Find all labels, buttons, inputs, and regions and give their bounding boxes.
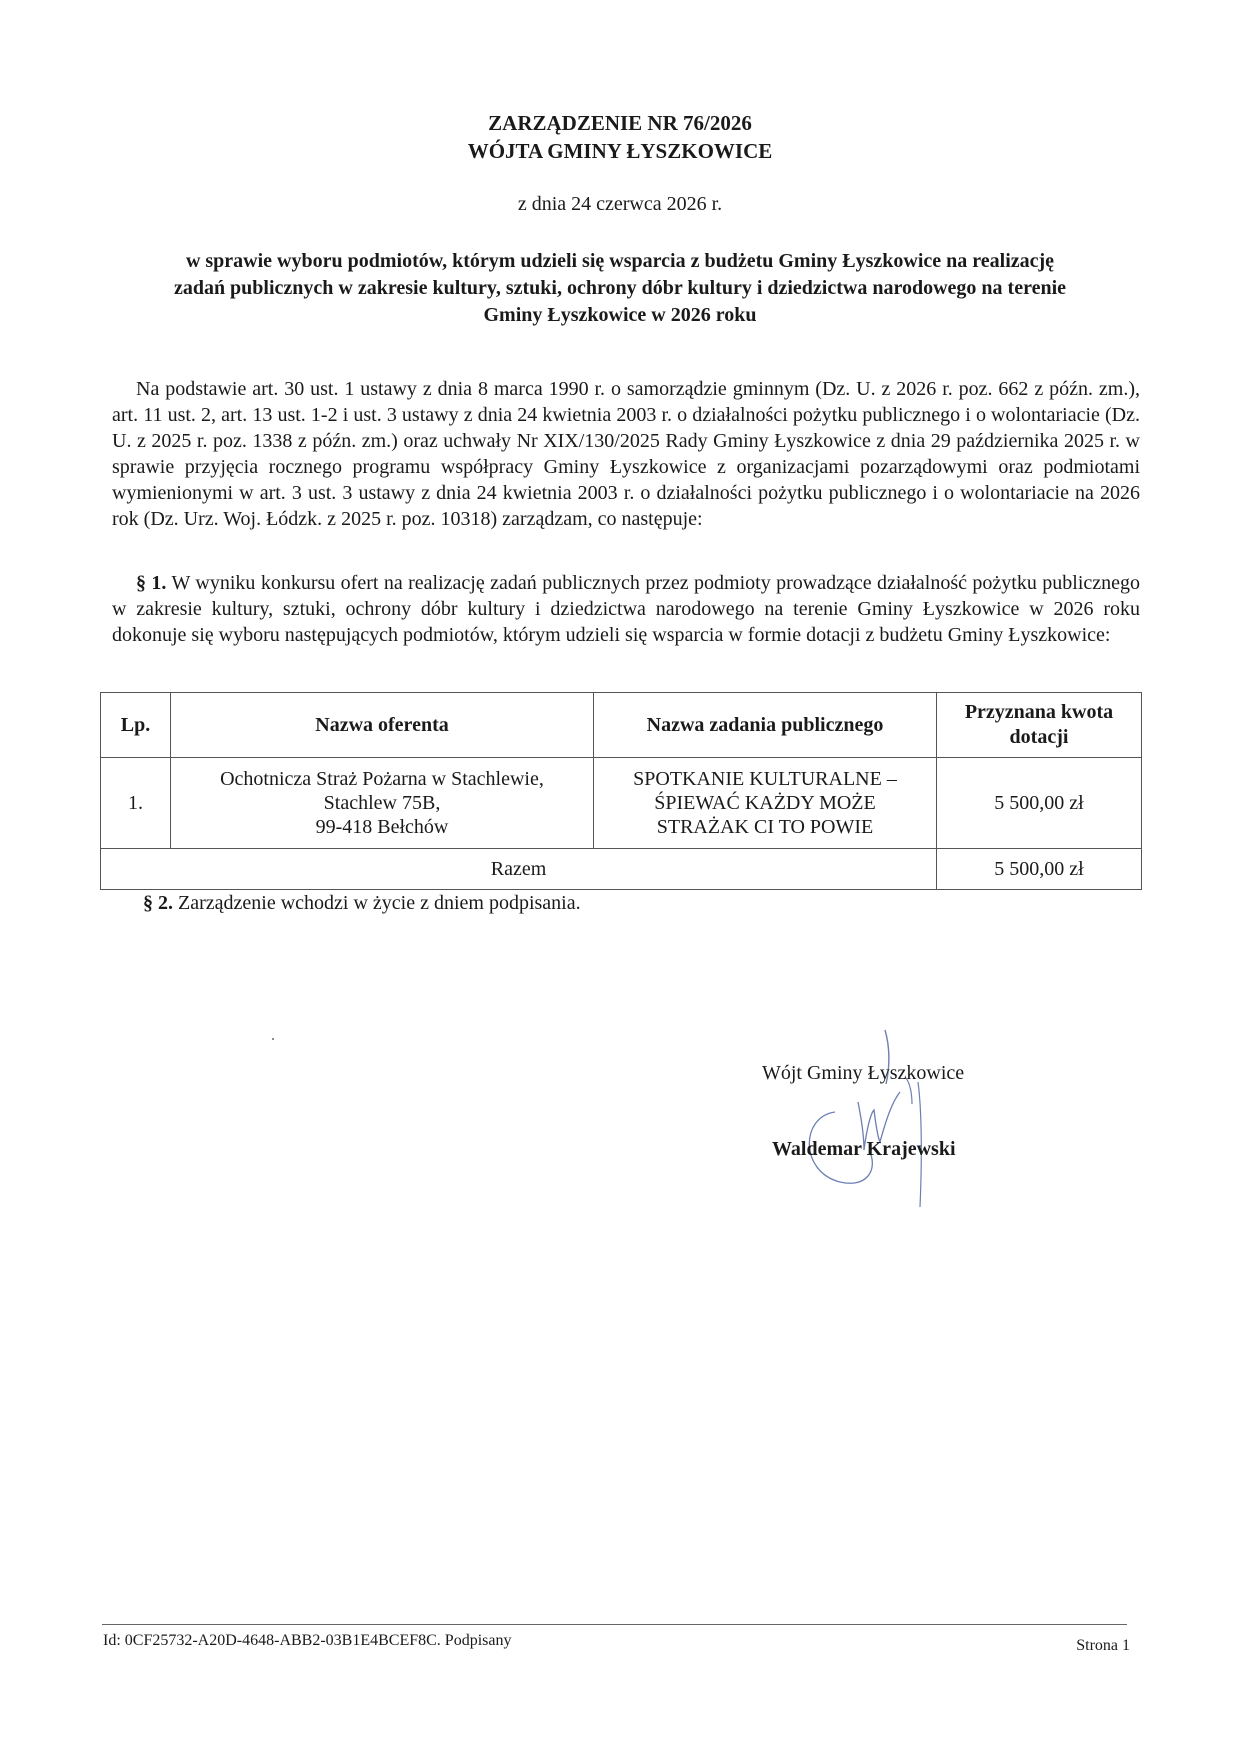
applicant-name-line-2: Stachlew 75B, bbox=[323, 792, 441, 814]
table-header-row bbox=[101, 693, 1142, 758]
section-2-text: Zarządzenie wchodzi w życie z dniem podpisania. bbox=[178, 892, 581, 914]
title-line-1: ZARZĄDZENIE NR 76/2026 bbox=[488, 111, 752, 135]
section-1-text: W wyniku konkursu ofert na realizację zadań publicznych przez podmioty prowadzące działalność pożytku publicznego w zakresie kultury, sztuki, ochrony dóbr kultury i dziedzictwa narodowego na terenie Gminy Łyszkowice w 2026 roku dokonuje się wyboru następujących podmiotów, którym udzieli się wsparcia w formie dotacji z budżetu Gminy Łyszkowice: bbox=[112, 572, 1141, 646]
document-subject bbox=[110, 248, 1130, 329]
header-grant-amount: Przyznana kwota dotacji bbox=[937, 693, 1142, 758]
total-amount: 5 500,00 zł bbox=[937, 849, 1142, 890]
subject-line-3: Gminy Łyszkowice w 2026 roku bbox=[483, 304, 757, 326]
table-row bbox=[101, 758, 1142, 849]
grants-table bbox=[100, 692, 1142, 890]
signatory-role: Wójt Gminy Łyszkowice bbox=[762, 1062, 965, 1084]
document-date: z dnia 24 czerwca 2026 r. bbox=[517, 193, 723, 215]
page-number: Strona 1 bbox=[1076, 1637, 1130, 1654]
signatory-name: Waldemar Krajewski bbox=[772, 1138, 956, 1160]
section-2-paragraph bbox=[143, 892, 581, 915]
header-lp: Lp. bbox=[101, 693, 171, 758]
document-id: Id: 0CF25732-A20D-4648-ABB2-03B1E4BCEF8C. Podpisany bbox=[103, 1632, 512, 1649]
applicant-name-line-3: 99-418 Bełchów bbox=[315, 816, 449, 838]
cell-lp: 1. bbox=[101, 758, 171, 849]
applicant-name-line-1: Ochotnicza Straż Pożarna w Stachlewie, bbox=[220, 768, 544, 790]
cell-task-name bbox=[594, 758, 937, 849]
header-task-name: Nazwa zadania publicznego bbox=[594, 693, 937, 758]
table-total-row bbox=[101, 849, 1142, 890]
stray-dot bbox=[272, 1038, 274, 1040]
title-line-2: WÓJTA GMINY ŁYSZKOWICE bbox=[467, 139, 773, 163]
document-title bbox=[0, 109, 1240, 165]
task-name-text: SPOTKANIE KULTURALNE – ŚPIEWAĆ KAŻDY MOŻE STRAŻAK CI TO POWIE bbox=[633, 768, 897, 838]
legal-basis-paragraph: Na podstawie art. 30 ust. 1 ustawy z dnia 8 marca 1990 r. o samorządzie gminnym (Dz. U. z 2026 r. poz. 662 z późn. zm.), art. 11 ust. 2, art. 13 ust. 1-2 i ust. 3 ustawy z dnia 24 kwietnia 2003 r. o działalności pożytku publicznego i o wolontariacie (Dz. U. z 2025 r. poz. 1338 z późn. zm.) oraz uchwały Nr XIX/130/2025 Rady Gminy Łyszkowice z dnia 29 października 2025 r. w sprawie przyjęcia rocznego programu współpracy Gminy Łyszkowice z organizacjami pozarządowymi oraz podmiotami wymienionymi w art. 3 ust. 3 ustawy z dnia 24 kwietnia 2003 r. o działalności pożytku publicznego i o wolontariacie na 2026 rok (Dz. Urz. Woj. Łódzk. z 2025 r. poz. 10318) zarządzam, co następuje: bbox=[112, 378, 1140, 530]
subject-line-1: w sprawie wyboru podmiotów, którym udzieli się wsparcia z budżetu Gminy Łyszkowice na realizację bbox=[185, 250, 1055, 272]
section-2-label: § 2. bbox=[143, 892, 173, 914]
section-1-label: § 1. bbox=[136, 572, 167, 594]
total-label: Razem bbox=[101, 849, 937, 890]
handwritten-signature bbox=[740, 1022, 1040, 1212]
subject-line-2: zadań publicznych w zakresie kultury, sztuki, ochrony dóbr kultury i dziedzictwa narodowego na terenie bbox=[173, 277, 1067, 299]
cell-applicant-name bbox=[171, 758, 594, 849]
section-1-paragraph bbox=[112, 570, 1140, 648]
footer-divider bbox=[102, 1624, 1127, 1625]
header-applicant-name: Nazwa oferenta bbox=[171, 693, 594, 758]
cell-grant-amount: 5 500,00 zł bbox=[937, 758, 1142, 849]
